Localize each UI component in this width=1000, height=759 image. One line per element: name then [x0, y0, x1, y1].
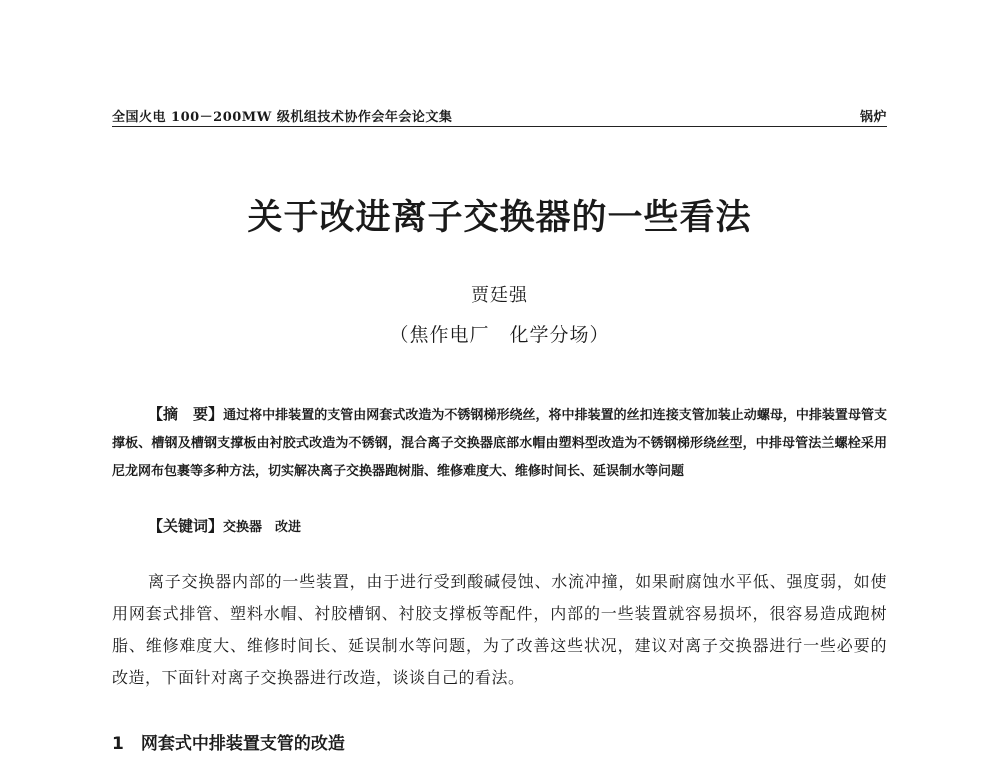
paper-affiliation: （焦作电厂 化学分场） [389, 324, 610, 346]
body-paragraph: 离子交换器内部的一些装置，由于进行受到酸碱侵蚀、水流冲撞，如果耐腐蚀水平低、强度弱，如使用网套式排管、塑料水帽、衬胶槽钢、衬胶支撑板等配件，内部的一些装置就容易损坏，很容易造成跑树脂、维修难度大、维修时间长、延误制水等问题，为了改善这些状况，建议对离子交换器进行一些必要的改造，下面针对离子交换器进行改造，谈谈自己的看法。 [112, 572, 887, 687]
header-proceedings-title: 全国火电 100－200MW 级机组技术协作会年会论文集 [112, 110, 453, 125]
abstract-label: 【摘 要】 [148, 405, 224, 423]
header-rule [112, 126, 887, 127]
section-number: 1 [112, 734, 124, 754]
header-section-label: 锅炉 [859, 110, 887, 125]
paper-author: 贾廷强 [471, 285, 528, 306]
section-heading [112, 729, 345, 754]
keywords [148, 512, 888, 542]
paper-title: 关于改进离子交换器的一些看法 [247, 198, 752, 238]
abstract-text: 通过将中排装置的支管由网套式改造为不锈钢梯形绕丝，将中排装置的丝扣连接支管加装止动螺母，中排装置母管支撑板、槽钢及槽钢支撑板由衬胶式改造为不锈钢，混合离子交换器底部水帽由塑料型改造为不锈钢梯形绕丝型，中排母管法兰螺栓采用尼龙网布包裹等多种方法，切实解决离子交换器跑树脂、维修难度大、维修时间长、延误制水等问题 [112, 408, 887, 479]
abstract [112, 400, 887, 486]
keywords-text: 交换器 改进 [223, 520, 302, 535]
section-title: 网套式中排装置支管的改造 [140, 734, 345, 754]
keywords-label: 【关键词】 [148, 517, 224, 535]
